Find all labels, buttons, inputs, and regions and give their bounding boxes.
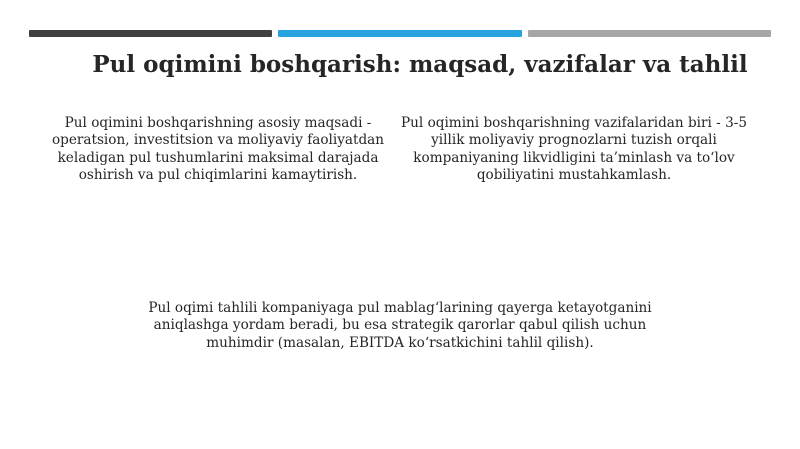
paragraph-goal: Pul oqimini boshqarishning asosiy maqsadi - operatsion, investitsion va moliyaviy faoliyatdan keladigan pul tushumlarini maksimal darajada oshirish va pul chiqimlarini kamaytirish. — [51, 115, 385, 184]
header-bar-dark — [29, 30, 272, 37]
header-bar-gray — [528, 30, 771, 37]
paragraph-analysis: Pul oqimi tahlili kompaniyaga pul mablag‘larining qayerga ketayotganini aniqlashga yordam beradi, bu esa strategik qarorlar qabul qilish uchun muhimdir (masalan, EBITDA ko‘rsatkichini tahlil qilish). — [148, 300, 652, 351]
paragraph-tasks: Pul oqimini boshqarishning vazifalaridan biri - 3-5 yillik moliyaviy prognozlarni tuzish orqali kompaniyaning likvidligini ta’minlash va to‘lov qobiliyatini mustahkamlash. — [401, 115, 747, 184]
header-bar-blue — [278, 30, 522, 37]
slide-title: Pul oqimini boshqarish: maqsad, vazifalar va tahlil — [92, 51, 748, 78]
